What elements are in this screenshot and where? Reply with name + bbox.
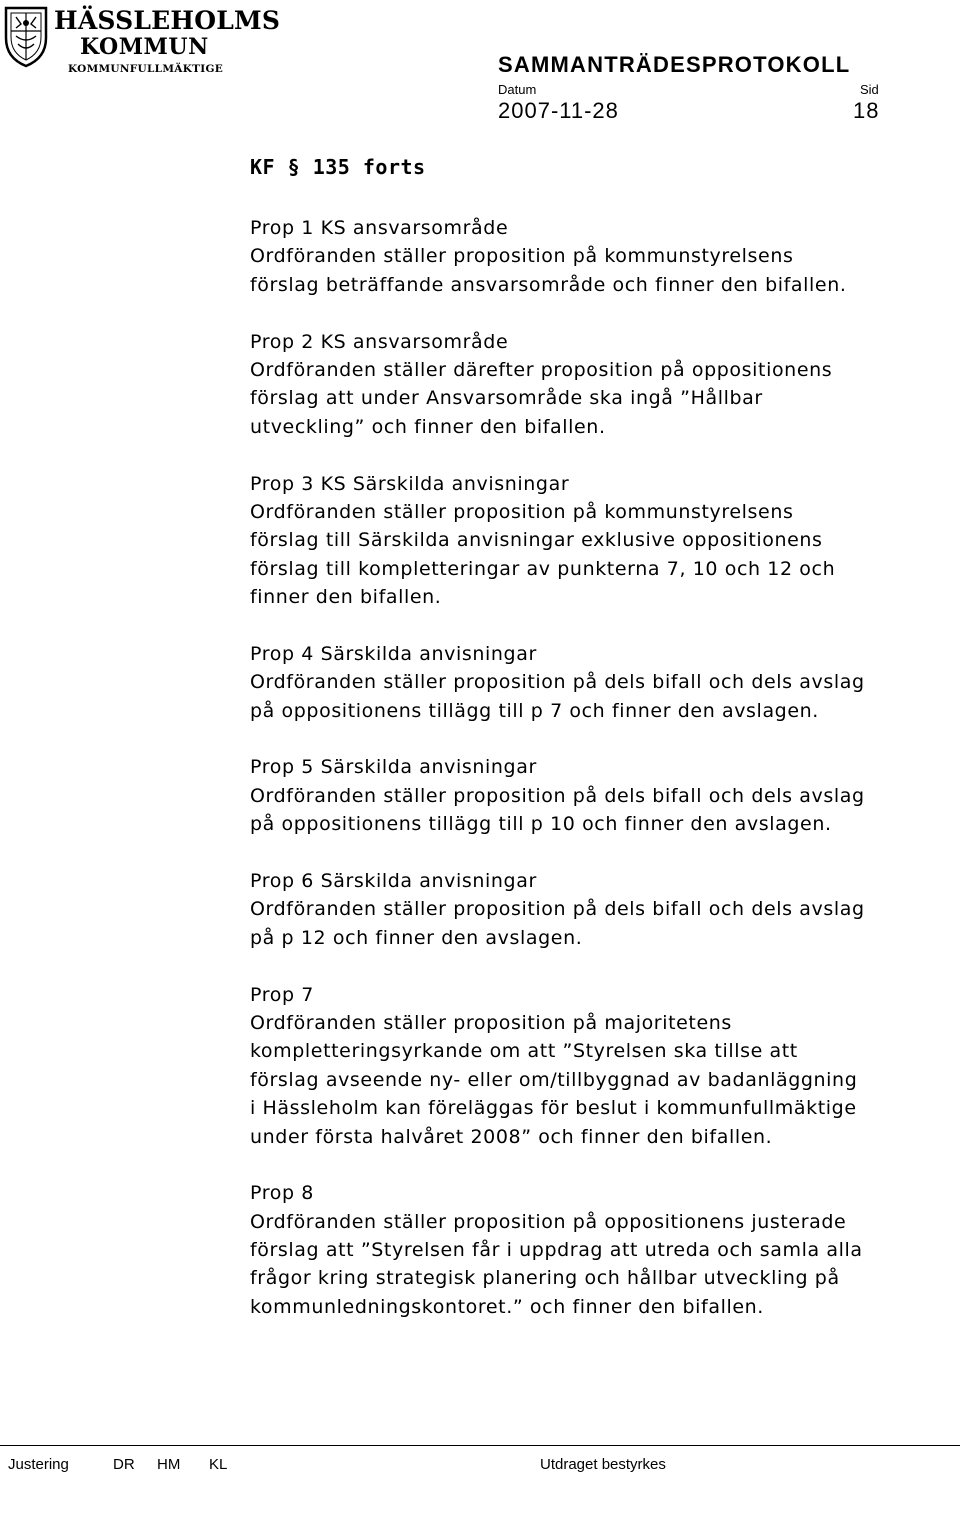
proposition-text: utveckling” och finner den bifallen. (250, 415, 606, 438)
proposition-heading: Prop 6 Särskilda anvisningar (250, 869, 537, 892)
proposition-text: Ordföranden ställer proposition på kommunstyrelsens (250, 245, 794, 268)
proposition-6 (250, 867, 955, 952)
proposition-text: förslag att ”Styrelsen får i uppdrag att utreda och samla alla (250, 1239, 863, 1262)
proposition-text: förslag avseende ny- eller om/tillbyggnad av badanläggning (250, 1068, 858, 1091)
proposition-text: Ordföranden ställer proposition på dels bifall och dels avslag (250, 898, 865, 921)
proposition-text: på oppositionens tillägg till p 7 och finner den avslagen. (250, 699, 819, 722)
proposition-heading: Prop 4 Särskilda anvisningar (250, 642, 537, 665)
proposition-heading: Prop 8 (250, 1182, 314, 1205)
municipality-logo (0, 0, 281, 80)
footer-utdraget-label: Utdraget bestyrkes (540, 1456, 666, 1473)
document-type-title: SAMMANTRÄDESPROTOKOLL (498, 52, 851, 77)
proposition-1 (250, 214, 955, 299)
proposition-text: kompletteringsyrkande om att ”Styrelsen ska tillse att (250, 1040, 798, 1063)
proposition-text: Ordföranden ställer proposition på dels bifall och dels avslag (250, 671, 865, 694)
proposition-text: Ordföranden ställer proposition på dels bifall och dels avslag (250, 784, 865, 807)
coat-of-arms-icon (2, 4, 50, 68)
proposition-text: förslag till Särskilda anvisningar exklusive oppositionens (250, 529, 823, 552)
proposition-heading: Prop 1 KS ansvarsområde (250, 217, 509, 239)
proposition-3 (250, 470, 955, 612)
proposition-text: Ordföranden ställer proposition på majoritetens (250, 1011, 732, 1034)
section-title: KF § 135 forts (250, 155, 426, 179)
logo-text-hassleholms: HÄSSLEHOLMS (54, 6, 281, 35)
proposition-text: på p 12 och finner den avslagen. (250, 926, 583, 949)
proposition-heading: Prop 3 KS Särskilda anvisningar (250, 472, 570, 495)
footer-divider (0, 1445, 960, 1446)
footer-justering-label: Justering (8, 1456, 69, 1473)
proposition-4 (250, 640, 955, 725)
footer-initials-1: DR (113, 1456, 135, 1473)
proposition-text: Ordföranden ställer proposition på oppositionens justerade (250, 1210, 847, 1233)
proposition-text: kommunledningskontoret.” och finner den bifallen. (250, 1295, 764, 1318)
page-label: Sid (860, 82, 879, 97)
date-value: 2007-11-28 (498, 98, 619, 123)
proposition-5 (250, 753, 955, 838)
proposition-2 (250, 328, 955, 442)
proposition-text: på oppositionens tillägg till p 10 och finner den avslagen. (250, 813, 832, 836)
footer-initials-2: HM (157, 1456, 181, 1473)
proposition-8 (250, 1179, 955, 1321)
proposition-text: i Hässleholm kan föreläggas för beslut i kommunfullmäktige (250, 1097, 857, 1120)
proposition-text: förslag till kompletteringar av punkterna 7, 10 och 12 och (250, 557, 836, 580)
logo-text-kommun: KOMMUN (80, 34, 209, 60)
proposition-text: under första halvåret 2008” och finner den bifallen. (250, 1125, 773, 1148)
proposition-text: Ordföranden ställer därefter proposition på oppositionens (250, 358, 833, 381)
logo-text-kommunfullmaktige: KOMMUNFULLMÄKTIGE (68, 63, 224, 75)
proposition-text: förslag att under Ansvarsområde ska ingå ”Hållbar (250, 387, 763, 410)
proposition-text: finner den bifallen. (250, 586, 442, 609)
proposition-text: Ordföranden ställer proposition på kommunstyrelsens (250, 500, 794, 523)
proposition-heading: Prop 7 (250, 983, 314, 1006)
page-number: 18 (853, 98, 880, 123)
proposition-text: förslag beträffande ansvarsområde och finner den bifallen. (250, 273, 847, 296)
proposition-heading: Prop 5 Särskilda anvisningar (250, 756, 537, 779)
date-label: Datum (498, 82, 537, 97)
proposition-text: frågor kring strategisk planering och hållbar utveckling på (250, 1267, 840, 1290)
minutes-body (250, 214, 955, 1350)
footer-initials-3: KL (209, 1456, 228, 1473)
proposition-heading: Prop 2 KS ansvarsområde (250, 330, 509, 353)
proposition-7 (250, 981, 955, 1151)
